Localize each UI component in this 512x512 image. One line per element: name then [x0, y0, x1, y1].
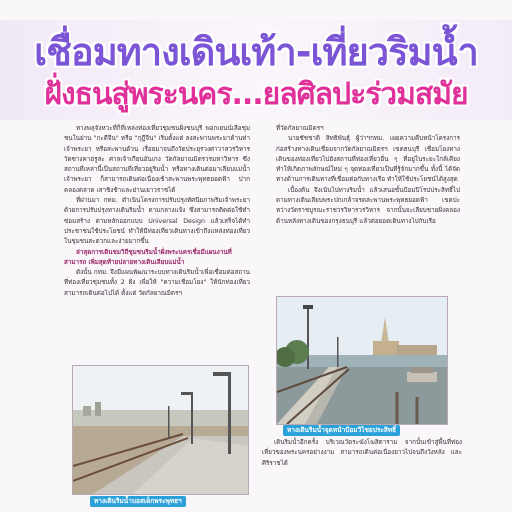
left-paragraph: ดังนั้น กทม. จึงมีแผนพัฒนาระบบทางเดินริมน้ำเพื่อเชื่อมต่อสถานที่ท่องเที่ยวชุมชนทั้ง 2 ฝั่ง เพื่อให้ "ความเชื่อมโยง" ให้นักท่องเที่ยวสามารถเดินต่อไปได้ ตั้งแต่ วัดกัลยาณมิตรฯ	[64, 269, 250, 297]
article-right-column	[276, 124, 460, 227]
left-subhead: ล่าสุดการเดินชมวิถีชุมชนริมน้ำฝั่งพระนครเชื่อมีแผนงานที่สามารถ เพิ่มสุดท้ายปลายทางเดินเลียบแม่น้ำ	[64, 248, 232, 266]
article-left-column	[64, 124, 250, 299]
left-paragraph: ทางพลุจังหวะที่ก็ที่เหล่งท่องเที่ยวชุมชนฝั่งชนบุรี พอกเยนน์เลือชุมชนในย่าน "กะดีจีน" หรือ "กุฎีจีน" เริ่มตั้งแต่ ลงสะพานพระมาด้านท่าเจ้าพระยา หรือสะพานด้วน เรื่อยมาจนถึงวัดประยุรวงศาวาสวรวิหาร วัดซางคาฮรูสะ ศาลเจ้าเกียนอันเกง วัดกัลยาณมิตรวรมหาวิหาร ซึ่งสถานที่เหล่านี้เป็นสถานที่เที่ยวอยู่ริมน้ำ หรือทางเดินต่อมาเลียบแม่น้ำเจ้าพระยา ก็สามารถเดินต่อเนื่องเข้าสะพานพระพุทธยอดฟ้า ปากคลองตลาด เสาชิงช้าและย่านเยาวราชได้	[64, 125, 250, 194]
left-paragraph: ที่ผ่านมา กทม. ดำเนินโครงการปรับปรุงทัศนียภาพริมเจ้าพระยา ด้วยการปรับปรุงทางเดินริมน้ำ ตามกลางแจ้ง ซึ่งสามารถติดต่อใช้ทำซ่อมสร้าง ตามหลักออกแบบ Universal Design แล้วเสร็จได้ทำประชาชนใช้ประโยชน์ ทำให้มีท่องเที่ยวเดินทางเข้าถึงแหล่งท่องเที่ยวในชุมชนสะดวกและง่ายมากขึ้น	[64, 197, 250, 246]
photo-riverside-walkway	[72, 365, 249, 495]
article-right-bottom	[262, 438, 462, 469]
photo-riverside-fort	[276, 296, 448, 425]
right-paragraph: เบื้องต้น จึงเน้นไปทางริมน้ำ แล้วเสนอขั้นป้อมปิโรปประสิทธิ์ไปตามทางเดินเลียบพระปกเกล้าจรดสะพานพระพุทธยอดฟ้า เขตปะหว่างวัดราชบูรณะราชวรวิหารวรวิหาร จากนั้นจะเลียบชายฝั่งคลองด้านหลังทางเดินของกรุงธนบุรี แล้วต่อยอดเดินทางไปกับเรือ	[276, 186, 460, 225]
headline-line-1: เชื่อมทางเดินเท้า-เที่ยวริมน้ำ	[34, 30, 478, 74]
photo-caption-left: ทางเดินริมน้ำบอสเด็กพระพุทธฯ	[90, 496, 186, 507]
right-paragraph: นายชัชชาติ สิทธิพันธุ์ ผู้ว่าฯกทม. เผยความคืบหน้าโครงการก่อสร้างทางเดินเชื่อมจากวัดกัลยาณมิตรฯ เขตธนบุรี เชื่อมโยงทางเดินของท่องเที่ยวไปยังสถานที่ท่องเที่ยวอื่น ๆ ที่อยู่ในระยะใกล้เคียง ทำให้เกิดภาพลักษณ์ใหม่ ๆ จุดท่องเที่ยวเป็นที่รู้จักมากขึ้น ทั้งนี้ ได้จัดทางด้านการเดินทางที่เชื่อมต่อกับทางเรือ ทำให้ใช้ประโยชน์ได้สูงสุด	[276, 135, 460, 184]
right-bottom-paragraph: เดินริมน้ำอีกครั้ง บริเวณวัดระฆังโฆสิตาราม จากนั้นเข้าสู่พื้นที่ท่องเที่ยวของพระนครอย่างงาม สามารถเดินต่อเนื่องยาวไปจนถึงวังหลัง และศิริราชได้	[262, 439, 462, 467]
headline-line-2: ฝั่งธนสู่พระนคร...ยลศิลปะร่วมสมัย	[44, 77, 468, 112]
photo-caption-right: ทางเดินริมน้ำจุดหน้าป้อมวิไชยประสิทธิ์	[283, 425, 400, 436]
right-paragraph: ที่วัดกัลยาณมิตรฯ	[276, 125, 324, 132]
